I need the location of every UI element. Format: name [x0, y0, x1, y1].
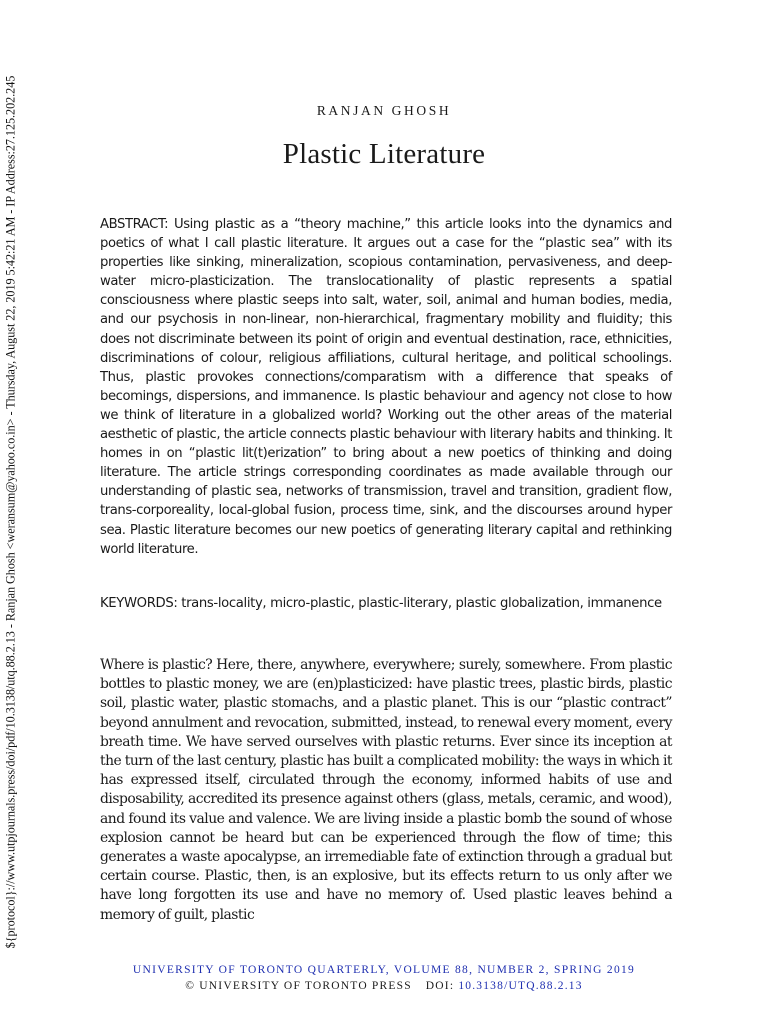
body-paragraph: Where is plastic? Here, there, anywhere, everywhere; surely, somewhere. From plastic bottles to plastic money, we are (en)plasticized: have plastic trees, plastic birds, plastic soil, plastic water, plastic stomachs, and a plastic planet. This is our “plastic contract” beyond annulment and revocation, submitted, instead, to renewal every moment, every breath time. We have served ourselves with plastic returns. Ever since its inception at the turn of the last century, plastic has built a complicated mobility: the ways in which it has expressed itself, circulated through the economy, informed habits of use and disposability, accredited its presence against others (glass, metals, ceramic, and wood), and found its value and valence. We are living inside a plastic bomb the sound of whose explosion cannot be heard but can be experienced through the flow of time; this generates a waste apocalypse, an irremediable fate of extinction through a gradual but certain course. Plastic, then, is an explosive, but its effects return to us only after we have long forgotten its use and have no memory of. Used plastic leaves behind a memory of guilt, plastic [100, 657, 672, 923]
journal-citation-link[interactable]: UNIVERSITY OF TORONTO QUARTERLY, VOLUME 88, NUMBER 2, SPRING 2019 [132, 964, 636, 976]
doi-label: DOI: [425, 980, 455, 992]
download-watermark-text: ${protocol}://www.utpjournals.press/doi/pdf/10.3138/utq.88.2.13 - Ranjan Ghosh <weransum@yahoo.co.in> - Thursday, August 22, 2019 5:42:21 AM - IP Address:27.125.202.245 [3, 75, 18, 949]
copyright-line [0, 980, 768, 992]
article-title: Plastic Literature [282, 138, 486, 170]
author-name: RANJAN GHOSH [316, 103, 452, 118]
abstract: ABSTRACT: Using plastic as a “theory machine,” this article looks into the dynamics and poetics of what I call plastic literature. It argues out a case for the “plastic sea” with its properties like sinking, mineralization, scopious contamination, pervasiveness, and deep-water micro-plasticization. The translocationality of plastic represents a spatial consciousness where plastic seeps into salt, water, soil, animal and human bodies, media, and our psychosis in non-linear, non-hierarchical, fragmentary mobility and fluidity; this does not discriminate between its point of origin and eventual destination, race, ethnicities, discriminations of colour, religious affiliations, cultural heritage, and political schoolings. Thus, plastic provokes connections/comparatism with a difference that speaks of becomings, dispersions, and immanence. Is plastic behaviour and agency not close to how we think of literature in a globalized world? Working out the other areas of the material aesthetic of plastic, the article connects plastic behaviour with literary habits and thinking. It homes in on “plastic lit(t)erization” to bring about a new poetics of thinking and doing literature. The article strings corresponding coordinates as made available through our understanding of plastic sea, networks of transmission, travel and transition, gradient flow, trans-corporeality, local-global fusion, process time, sink, and the discourses around hyper sea. Plastic literature becomes our new poetics of generating literary capital and rethinking world literature. [100, 217, 672, 557]
copyright-text: © UNIVERSITY OF TORONTO PRESS [185, 980, 412, 992]
doi-link[interactable]: 10.3138/UTQ.88.2.13 [458, 980, 583, 992]
keywords: KEYWORDS: trans-locality, micro-plastic, plastic-literary, plastic globalization, immanence [100, 596, 662, 611]
